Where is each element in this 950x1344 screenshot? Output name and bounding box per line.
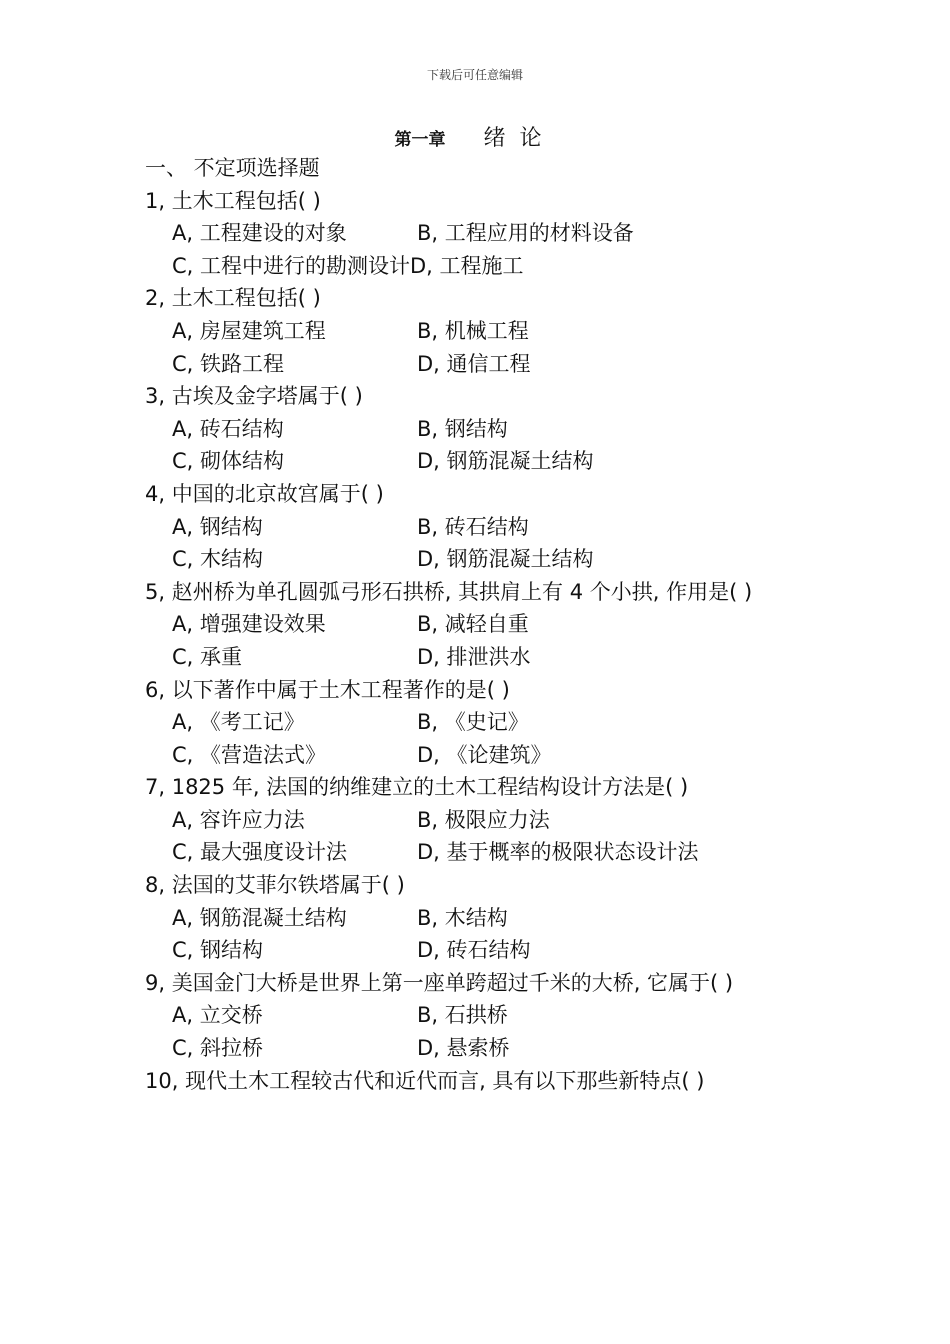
option-d: D, 工程施工 — [410, 253, 524, 278]
option-c: C, 斜拉桥 — [172, 1036, 264, 1061]
option-row — [145, 413, 815, 446]
question-stem: 1, 土木工程包括( ) — [145, 188, 321, 213]
question-list — [145, 152, 815, 1097]
option-row — [145, 315, 815, 348]
question-stem: 8, 法国的艾菲尔铁塔属于( ) — [145, 873, 405, 898]
option-row — [145, 902, 815, 935]
option-row — [145, 1032, 815, 1065]
option-row — [145, 836, 815, 869]
option-row — [145, 641, 815, 674]
option-b: B, 《史记》 — [417, 710, 529, 735]
option-c: C, 钢结构 — [172, 938, 264, 963]
option-b: B, 木结构 — [417, 905, 508, 930]
option-a: A, 容许应力法 — [172, 807, 305, 832]
option-d: D, 《论建筑》 — [417, 742, 552, 767]
option-row — [145, 511, 815, 544]
question-stem: 2, 土木工程包括( ) — [145, 286, 321, 311]
option-row — [145, 999, 815, 1032]
option-b: B, 极限应力法 — [417, 807, 550, 832]
option-row — [145, 608, 815, 641]
chapter-title — [0, 121, 950, 152]
option-b: B, 减轻自重 — [417, 612, 529, 637]
question-stem: 3, 古埃及金字塔属于( ) — [145, 384, 363, 409]
option-c: C, 工程中进行的勘测设计 — [172, 253, 411, 278]
option-row — [145, 445, 815, 478]
option-a: A, 钢结构 — [172, 514, 263, 539]
option-a: A, 钢筋混凝土结构 — [172, 905, 347, 930]
option-a: A, 立交桥 — [172, 1003, 263, 1028]
option-row — [145, 217, 815, 250]
option-b: B, 机械工程 — [417, 318, 529, 343]
section-title: 一、 不定项选择题 — [145, 156, 320, 180]
question-stem: 9, 美国金门大桥是世界上第一座单跨超过千米的大桥, 它属于( ) — [145, 970, 734, 995]
option-b: B, 工程应用的材料设备 — [417, 221, 634, 246]
chapter-number: 第一章 — [394, 130, 446, 150]
question-stem: 6, 以下著作中属于土木工程著作的是( ) — [145, 677, 510, 702]
option-d: D, 砖石结构 — [417, 938, 531, 963]
option-c: C, 木结构 — [172, 547, 264, 572]
option-row — [145, 706, 815, 739]
option-row — [145, 739, 815, 772]
option-a: A, 增强建设效果 — [172, 612, 326, 637]
option-row — [145, 543, 815, 576]
option-c: C, 《营造法式》 — [172, 742, 327, 767]
option-d: D, 悬索桥 — [417, 1036, 510, 1061]
option-d: D, 通信工程 — [417, 351, 531, 376]
question-stem: 4, 中国的北京故宫属于( ) — [145, 481, 384, 506]
option-a: A, 《考工记》 — [172, 710, 305, 735]
option-a: A, 工程建设的对象 — [172, 221, 347, 246]
option-d: D, 排泄洪水 — [417, 644, 531, 669]
option-b: B, 砖石结构 — [417, 514, 529, 539]
question-stem: 7, 1825 年, 法国的纳维建立的土木工程结构设计方法是( ) — [145, 775, 689, 800]
option-row — [145, 804, 815, 837]
option-row — [145, 934, 815, 967]
option-a: A, 房屋建筑工程 — [172, 318, 326, 343]
chapter-name: 绪论 — [483, 126, 556, 151]
header-note: 下载后可任意编辑 — [426, 68, 523, 82]
option-c: C, 砌体结构 — [172, 449, 285, 474]
option-d: D, 基于概率的极限状态设计法 — [417, 840, 699, 865]
option-c: C, 铁路工程 — [172, 351, 285, 376]
question-stem: 5, 赵州桥为单孔圆弧弓形石拱桥, 其拱肩上有 4 个小拱, 作用是( ) — [145, 579, 753, 604]
option-c: C, 最大强度设计法 — [172, 840, 348, 865]
option-d: D, 钢筋混凝土结构 — [417, 449, 594, 474]
option-d: D, 钢筋混凝土结构 — [417, 547, 594, 572]
option-a: A, 砖石结构 — [172, 416, 284, 441]
question-stem: 10, 现代土木工程较古代和近代而言, 具有以下那些新特点( ) — [145, 1068, 705, 1093]
option-b: B, 钢结构 — [417, 416, 508, 441]
option-c: C, 承重 — [172, 644, 243, 669]
option-b: B, 石拱桥 — [417, 1003, 508, 1028]
option-row — [145, 348, 815, 381]
option-row — [145, 250, 815, 283]
